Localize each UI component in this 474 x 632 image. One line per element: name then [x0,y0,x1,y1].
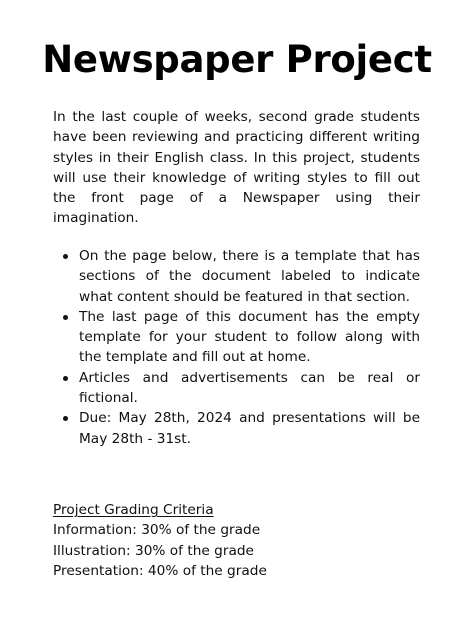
list-item-text: Articles and advertisements can be real or fictional. [79,369,420,407]
list-item [53,368,420,409]
intro-paragraph: In the last couple of weeks, second grade students have been reviewing and practicing different writing styles in their English class. In this project, students will use their knowledge of writing styles to fill out the front page of a Newspaper using their imagination. [53,109,420,227]
bullet-icon [63,254,68,259]
bullet-icon [63,376,68,381]
bullet-icon [63,315,68,320]
list-item-text: Due: May 28th, 2024 and presentations will be May 28th - 31st. [79,410,420,447]
bullet-icon [63,416,68,421]
criteria-heading: Project Grading Criteria [53,502,214,518]
list-item [53,307,420,368]
criteria-item-illustration: Illustration: 30% of the grade [53,542,254,559]
page-title: Newspaper Project [42,38,432,81]
grading-criteria [53,500,420,581]
list-item [53,246,420,307]
criteria-item-presentation: Presentation: 40% of the grade [53,562,267,579]
list-item-text: The last page of this document has the empty template for your student to follow along with the template and fill out at home. [79,308,420,366]
criteria-item-information: Information: 30% of the grade [53,522,261,539]
list-item [53,408,420,449]
bullet-list [53,246,420,449]
list-item-text: On the page below, there is a template that has sections of the document labeled to indicate what content should be featured in that section. [79,248,420,305]
